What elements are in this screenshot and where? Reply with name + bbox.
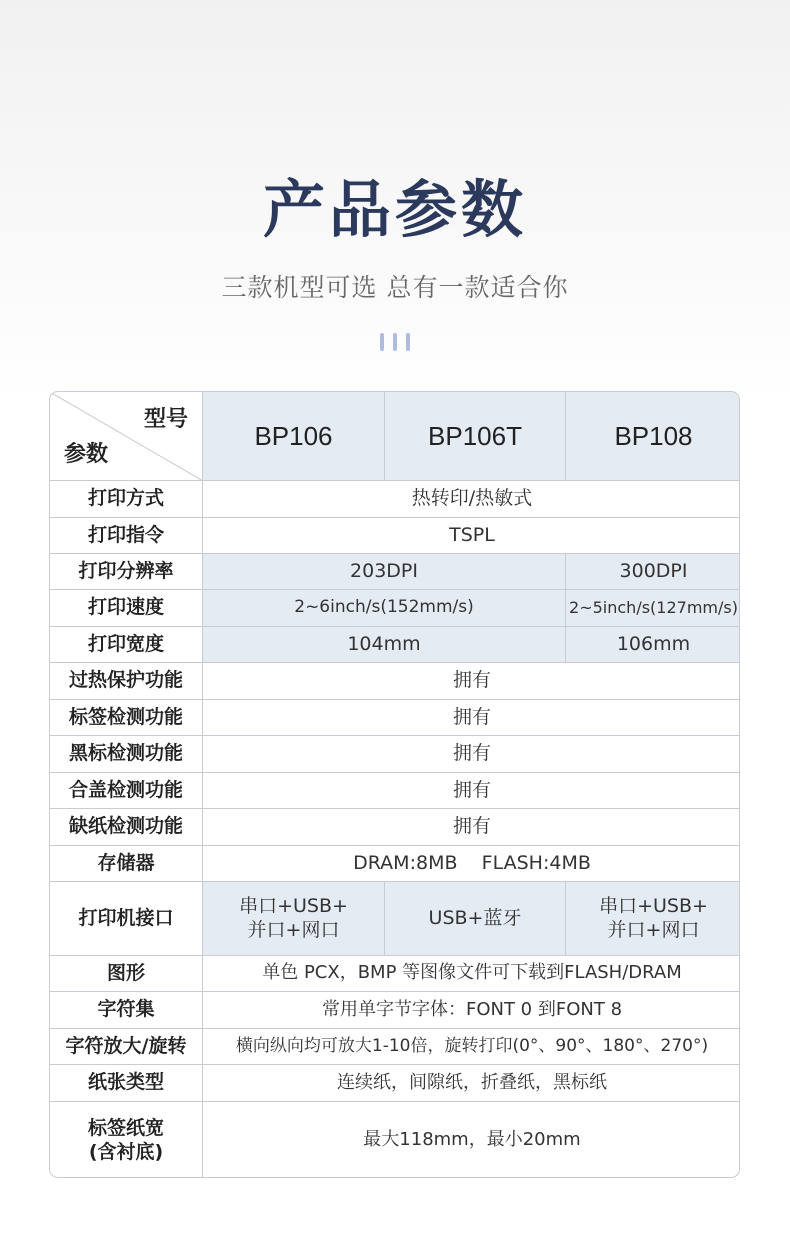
row-value: TSPL [203, 518, 740, 554]
row-value: 单色 PCX，BMP 等图像文件可下载到FLASH/DRAM [203, 956, 740, 992]
row-value: 常用单字节字体：FONT 0 到FONT 8 [203, 992, 740, 1029]
row-label: 打印速度 [50, 590, 203, 627]
row-value: 拥有 [203, 700, 740, 736]
row-label: 缺纸检测功能 [50, 809, 203, 846]
row-label: 字符放大/旋转 [50, 1029, 203, 1065]
row-value: 拥有 [203, 773, 740, 809]
decorative-bars [380, 333, 412, 351]
corner-param-label: 参数 [64, 441, 109, 467]
row-label: 黑标检测功能 [50, 736, 203, 773]
model-header-bp106: BP106 [203, 392, 385, 481]
row-value: 拥有 [203, 809, 740, 846]
row-label: 存储器 [50, 846, 203, 882]
row-label: 打印宽度 [50, 627, 203, 663]
row-value: 热转印/热敏式 [203, 481, 740, 518]
row-label: 合盖检测功能 [50, 773, 203, 809]
row-label-line: 标签纸宽 [87, 1116, 164, 1139]
row-value: 最大118mm，最小20mm [363, 1129, 581, 1151]
row-value: DRAM:8MB FLASH:4MB [203, 846, 740, 882]
row-label: 打印机接口 [50, 882, 203, 956]
row-value: 104mm [203, 627, 566, 663]
row-label [50, 1102, 203, 1178]
row-label: 图形 [50, 956, 203, 992]
corner-model-label: 型号 [143, 407, 188, 432]
row-value: 2~5inch/s(127mm/s) [566, 590, 740, 627]
row-label: 纸张类型 [50, 1065, 203, 1102]
interface-line: 串口+USB+ [239, 894, 348, 917]
row-label: 过热保护功能 [50, 663, 203, 700]
row-label: 打印分辨率 [50, 554, 203, 590]
page-title: 产品参数 [262, 173, 527, 246]
row-label: 字符集 [50, 992, 203, 1029]
row-label: 标签检测功能 [50, 700, 203, 736]
row-value [566, 882, 740, 956]
row-value: 横向纵向均可放大1-10倍，旋转打印(0°、90°、180°、270°) [203, 1029, 740, 1065]
row-value: 拥有 [203, 663, 740, 700]
row-label: 打印指令 [50, 518, 203, 554]
row-value: 106mm [566, 627, 740, 663]
spec-table [49, 391, 740, 1178]
row-value: 拥有 [203, 736, 740, 773]
row-value: 2~6inch/s(152mm/s) [203, 590, 566, 627]
interface-line: 并口+网口 [607, 918, 700, 941]
model-header-bp108: BP108 [566, 392, 740, 481]
row-label-line: (含衬底) [88, 1140, 164, 1163]
row-value: 203DPI [203, 554, 566, 590]
interface-line: 并口+网口 [247, 918, 340, 941]
row-value: 连续纸，间隙纸，折叠纸，黑标纸 [203, 1065, 740, 1102]
corner-header-cell [50, 392, 203, 481]
row-value: 300DPI [566, 554, 740, 590]
interface-line: 串口+USB+ [599, 894, 708, 917]
model-header-bp106t: BP106T [385, 392, 566, 481]
row-label: 打印方式 [50, 481, 203, 518]
page-subtitle: 三款机型可选 总有一款适合你 [221, 273, 569, 302]
row-value [203, 882, 385, 956]
row-value: USB+蓝牙 [385, 882, 566, 956]
